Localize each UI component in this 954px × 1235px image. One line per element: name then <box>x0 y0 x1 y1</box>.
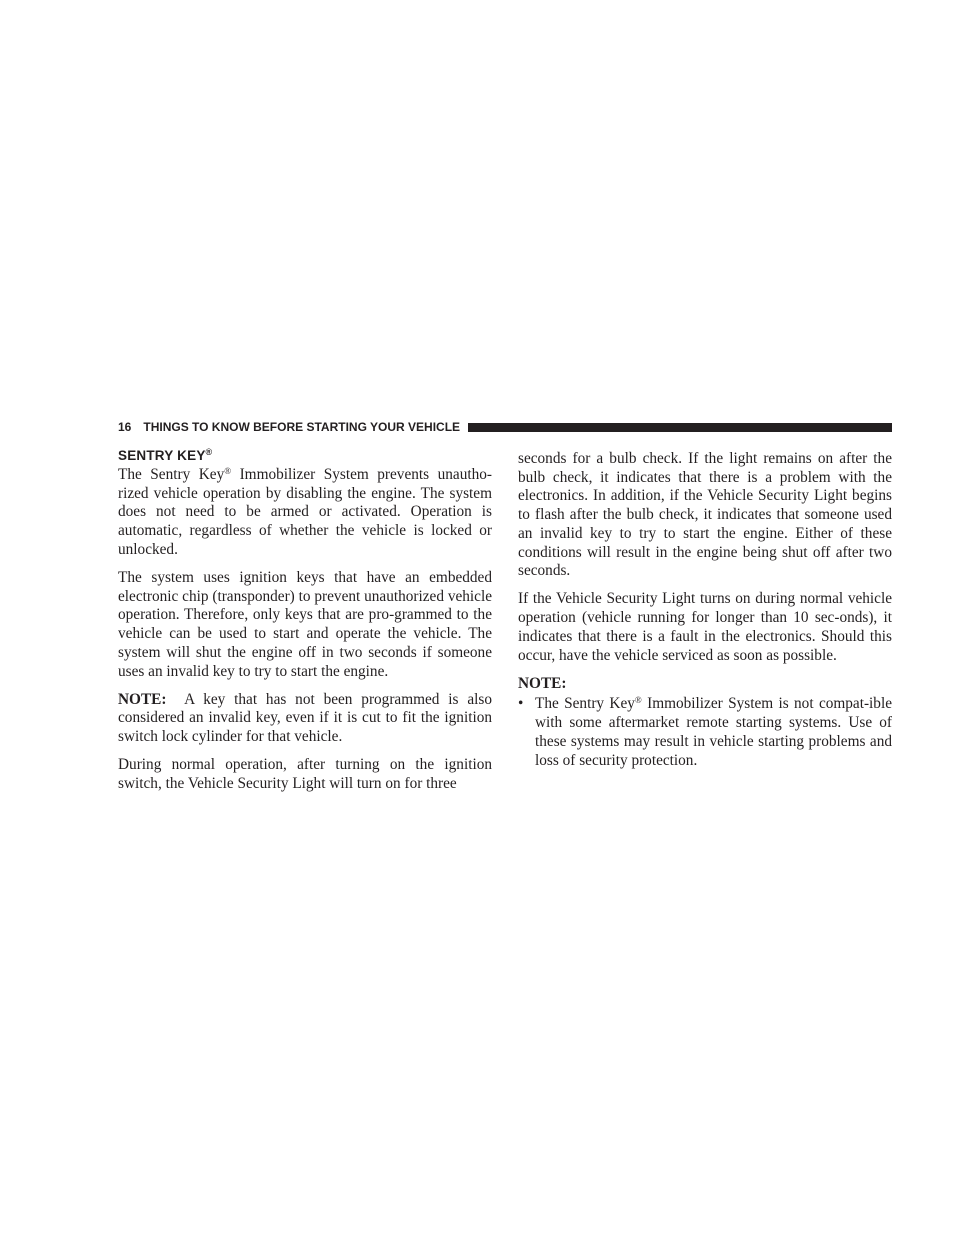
registered-mark: ® <box>205 447 213 457</box>
paragraph-bulb-check: seconds for a bulb check. If the light remains on after the bulb check, it indicates that there is a problem with the electronics. In addition, if the Vehicle Security Light begins to flash after the bulb check, it indicates that someone used an invalid key to try to start the engine. Either of these conditions will result in the engine being shut off after two seconds. <box>518 450 892 580</box>
page-number: 16 <box>118 420 132 434</box>
page-header <box>118 419 892 435</box>
right-column <box>518 450 892 770</box>
paragraph-ignition-keys: The system uses ignition keys that have an embedded electronic chip (transponder) to prevent unauthorized vehicle operation. Therefore, only keys that are pro-grammed to the vehicle can be used to start and operate the vehicle. The system will shut the engine off in two seconds if someone uses an invalid key to try to start the engine. <box>118 569 492 680</box>
header-rule <box>468 423 892 432</box>
note-heading: NOTE: <box>518 674 567 692</box>
bullet-icon: • <box>518 695 524 713</box>
registered-mark: ® <box>224 466 232 476</box>
paragraph-normal-operation: During normal operation, after turning on the ignition switch, the Vehicle Security Light will turn on for three <box>118 756 492 793</box>
bullet-text-rest: Immobilizer System is not compat-ible with some aftermarket remote starting systems. Use of these systems may result in vehicle starting problems and loss of security protection. <box>535 695 892 769</box>
note-invalid-key <box>118 691 492 747</box>
running-title: THINGS TO KNOW BEFORE STARTING YOUR VEHICLE <box>143 420 461 434</box>
section-title <box>118 448 492 464</box>
bullet-text <box>535 695 892 770</box>
list-item <box>518 695 892 770</box>
note-label: NOTE: <box>118 690 167 708</box>
paragraph-intro <box>118 466 492 560</box>
registered-mark: ® <box>634 695 642 706</box>
paragraph-intro-rest: Immobilizer System prevents unautho-rized vehicle operation by disabling the engine. The system does not need to be armed or activated. Operation is automatic, regardless of whether the vehicle is locked or unlocked. <box>118 466 492 558</box>
bullet-text-start: The Sentry Key <box>535 695 635 713</box>
paragraph-intro-start: The Sentry Key <box>118 466 225 483</box>
note-text: A key that has not been programmed is also considered an invalid key, even if it is cut to fit the ignition switch lock cylinder for that vehicle. <box>118 690 492 746</box>
left-column <box>118 448 492 803</box>
section-title-text: SENTRY KEY <box>118 448 206 463</box>
paragraph-fault: If the Vehicle Security Light turns on during normal vehicle operation (vehicle running for longer than 10 sec-onds), it indicates that there is a fault in the electronics. Should this occur, have the vehicle serviced as soon as possible. <box>518 590 892 664</box>
